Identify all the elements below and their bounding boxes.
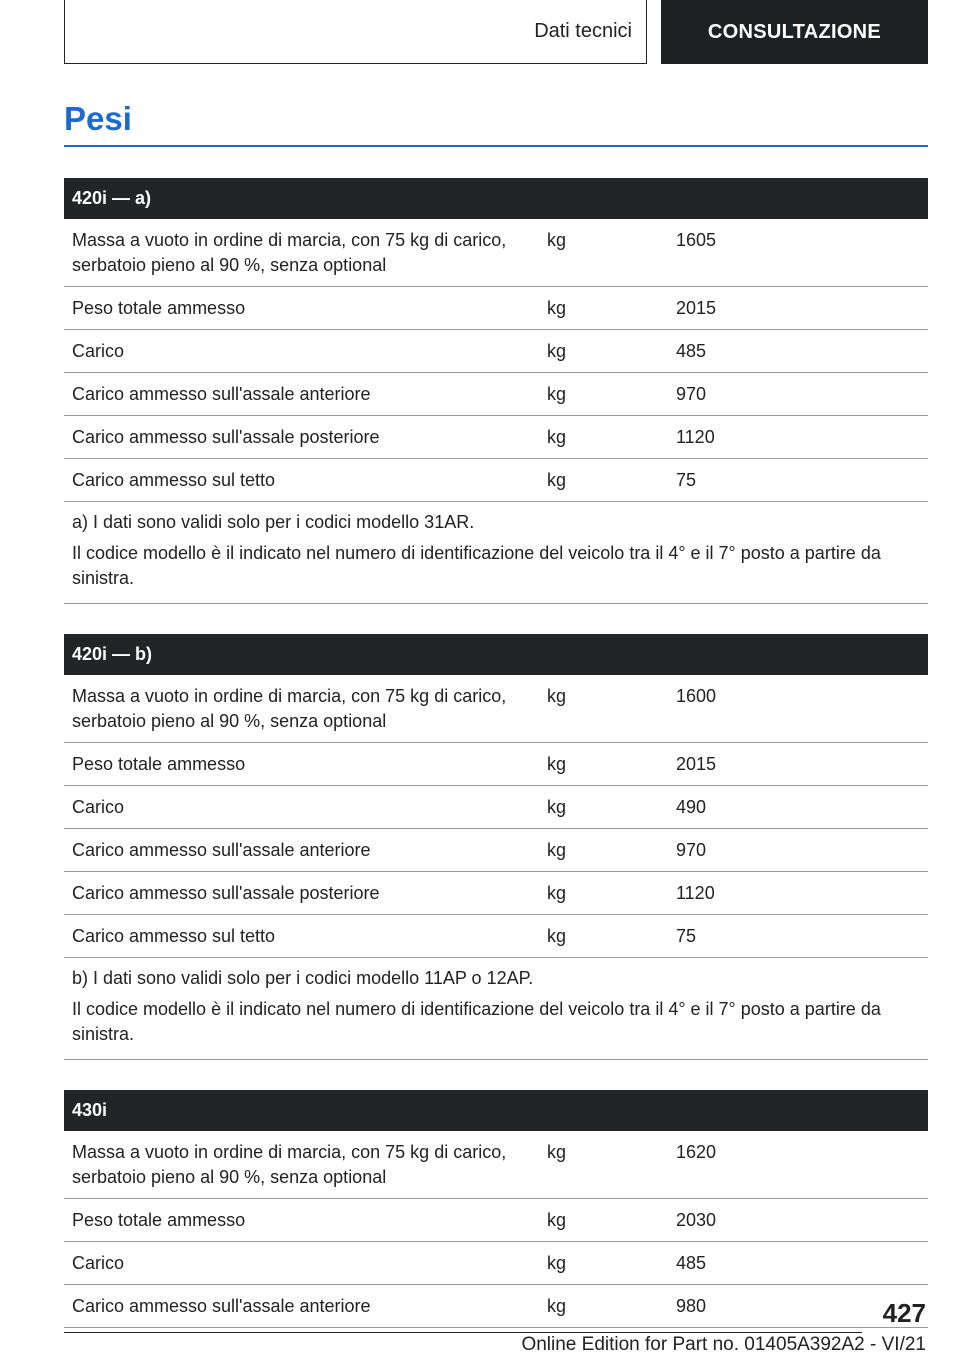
chapter-tab[interactable]: CONSULTAZIONE [661,0,928,64]
row-unit: kg [547,1296,567,1316]
page-title: Pesi [64,100,132,137]
row-value: 1620 [676,1142,717,1162]
row-unit: kg [547,1210,567,1230]
table-row [64,459,928,502]
page-header [64,0,928,64]
row-unit: kg [547,230,567,250]
row-value: 485 [676,341,707,361]
row-value: 1600 [676,686,717,706]
row-label: Carico [72,1253,125,1273]
table-row [64,1131,928,1199]
table-row [64,219,928,287]
footnote-line: a) I dati sono validi solo per i codici modello 31AR. [72,512,475,532]
row-label: Peso totale ammesso [72,298,246,318]
table-row [64,1242,928,1285]
footnote-line: b) I dati sono validi solo per i codici modello 11AP o 12AP. [72,968,534,988]
row-value: 970 [676,384,707,404]
weights-table [64,1090,928,1328]
edition-footer: Online Edition for Part no. 01405A392A2 - VI/21 [521,1334,926,1355]
row-label: Carico ammesso sul tetto [72,926,276,946]
row-unit: kg [547,1142,567,1162]
row-value: 1120 [676,427,715,447]
row-unit: kg [547,754,567,774]
row-label: Massa a vuoto in ordine di marcia, con 75 kg di carico, serbatoio pieno al 90 %, senza optional [72,686,507,731]
row-unit: kg [547,427,567,447]
table-heading: 430i [64,1090,928,1131]
row-label: Carico ammesso sull'assale posteriore [72,883,380,903]
section-label: Dati tecnici [64,0,647,64]
table-row [64,675,928,743]
row-unit: kg [547,883,567,903]
table-row [64,330,928,373]
table-row [64,1199,928,1242]
row-unit: kg [547,797,567,817]
title-divider [64,145,928,147]
table-row [64,915,928,958]
row-label: Carico ammesso sull'assale anteriore [72,840,371,860]
footnote-line: Il codice modello è il indicato nel numero di identificazione del veicolo tra il 4° e il 7° posto a partire da sinistra. [72,999,881,1044]
footnote-line: Il codice modello è il indicato nel numero di identificazione del veicolo tra il 4° e il 7° posto a partire da sinistra. [72,543,881,588]
table-heading: 420i — a) [64,178,928,219]
row-label: Peso totale ammesso [72,1210,246,1230]
row-value: 1605 [676,230,717,250]
row-unit: kg [547,1253,567,1273]
row-value: 980 [676,1296,707,1316]
row-unit: kg [547,840,567,860]
weights-table [64,178,928,604]
weights-tables [64,178,928,1358]
table-row [64,743,928,786]
row-label: Peso totale ammesso [72,754,246,774]
row-value: 970 [676,840,707,860]
row-label: Carico ammesso sul tetto [72,470,276,490]
row-value: 1120 [676,883,715,903]
row-label: Massa a vuoto in ordine di marcia, con 75 kg di carico, serbatoio pieno al 90 %, senza optional [72,230,507,275]
row-value: 75 [676,926,697,946]
table-row [64,786,928,829]
row-value: 2015 [676,298,717,318]
row-unit: kg [547,686,567,706]
table-footnote [64,502,928,604]
table-row [64,1285,928,1328]
row-label: Carico [72,341,125,361]
table-row [64,416,928,459]
row-label: Carico ammesso sull'assale anteriore [72,1296,371,1316]
table-row [64,287,928,330]
weights-table [64,634,928,1060]
row-label: Carico [72,797,125,817]
table-heading: 420i — b) [64,634,928,675]
table-row [64,829,928,872]
row-value: 485 [676,1253,707,1273]
row-value: 75 [676,470,697,490]
row-value: 2015 [676,754,717,774]
table-row [64,373,928,416]
row-unit: kg [547,470,567,490]
row-label: Massa a vuoto in ordine di marcia, con 75 kg di carico, serbatoio pieno al 90 %, senza optional [72,1142,507,1187]
row-label: Carico ammesso sull'assale anteriore [72,384,371,404]
row-unit: kg [547,926,567,946]
table-footnote [64,958,928,1060]
page-number: 427 [882,1298,926,1328]
row-label: Carico ammesso sull'assale posteriore [72,427,380,447]
table-row [64,872,928,915]
row-unit: kg [547,384,567,404]
footer-divider [64,1332,862,1333]
row-value: 490 [676,797,707,817]
row-unit: kg [547,298,567,318]
row-unit: kg [547,341,567,361]
row-value: 2030 [676,1210,717,1230]
